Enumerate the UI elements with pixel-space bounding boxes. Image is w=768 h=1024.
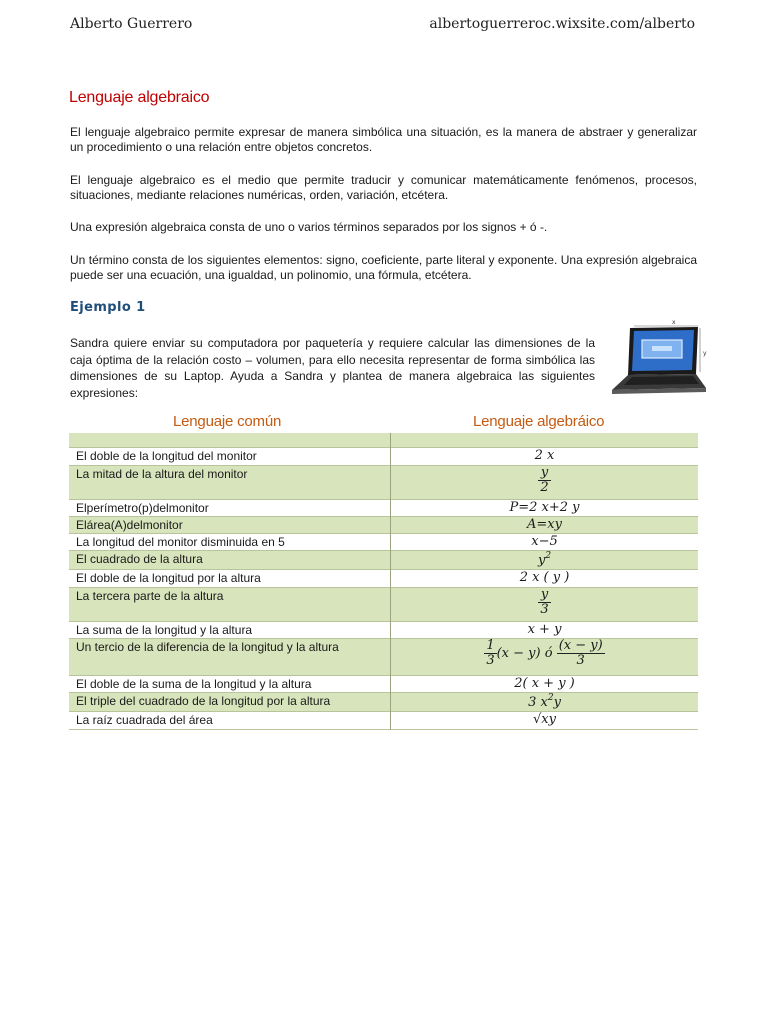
row-expr: $\frac{1}{3}$ (x − y) ó $\frac{(x - y)}{3}$ xyxy=(486,637,603,668)
table-row xyxy=(69,587,698,621)
row-common: La mitad de la altura del monitor xyxy=(69,465,391,499)
laptop-x-label: x xyxy=(672,319,676,326)
laptop-image xyxy=(606,318,710,396)
example-heading: Ejemplo 1 xyxy=(70,300,146,315)
row-common: Elperímetro(p)delmonitor xyxy=(69,499,391,516)
row-common: La raíz cuadrada del área xyxy=(69,711,391,729)
paragraph-4: Un término consta de los siguientes elementos: signo, coeficiente, parte literal y exponente. Una expresión algebraica puede ser una ecuación, una igualdad, un polinomio, una fórmula, etcétera. xyxy=(70,253,697,282)
row-expr: x−5 xyxy=(531,533,558,549)
table-row xyxy=(69,516,698,533)
laptop-y-label: y xyxy=(703,350,707,357)
paragraph-2: El lenguaje algebraico es el medio que permite traducir y comunicar matemáticamente fenómenos, procesos, situaciones, mediante relaciones numéricas, orden, variación, etcétera. xyxy=(70,173,697,202)
row-expr: $\frac{y}{3}$ xyxy=(540,586,549,617)
row-expr: 2 x ( y ) xyxy=(519,569,570,585)
table-row xyxy=(69,569,698,587)
author-name: Alberto Guerrero xyxy=(70,16,193,32)
row-common: El triple del cuadrado de la longitud por la altura xyxy=(69,692,391,711)
site-url[interactable]: albertoguerreroc.wixsite.com/alberto xyxy=(429,16,695,32)
page-header xyxy=(70,16,695,36)
table-row xyxy=(69,621,698,638)
col-algebraic-heading: Lenguaje algebráico xyxy=(473,413,605,430)
row-expr: √xy xyxy=(533,711,556,727)
col-common-heading: Lenguaje común xyxy=(173,413,282,430)
paragraph-3: Una expresión algebraica consta de uno o varios términos separados por los signos + ó -. xyxy=(70,220,548,234)
row-common: Un tercio de la diferencia de la longitud y la altura xyxy=(69,638,391,675)
row-expr: 2 x xyxy=(534,447,555,463)
example-text: Sandra quiere enviar su computadora por paquetería y requiere calcular las dimensiones de la caja óptima de la relación costo – volumen, para ello necesita representar de forma simbólica las dimensiones de su Laptop. Ayuda a Sandra y plantea de manera algebraica las siguientes expresiones: xyxy=(70,336,595,400)
paragraph-1: El lenguaje algebraico permite expresar de manera simbólica una situación, es la manera de abstraer y generalizar un procedimiento o una relación entre objetos concretos. xyxy=(70,125,697,154)
row-expr: P=2 x+2 y xyxy=(509,499,580,515)
table-row xyxy=(69,711,698,729)
expressions-table xyxy=(69,433,698,730)
row-common: La tercera parte de la altura xyxy=(69,587,391,621)
row-expr: 3 $x^2y$ xyxy=(528,692,561,710)
row-common: El doble de la longitud por la altura xyxy=(69,569,391,587)
table-row xyxy=(69,465,698,499)
row-expr: $\frac{y}{2}$ xyxy=(540,464,549,495)
table-row xyxy=(69,675,698,692)
table-row xyxy=(69,447,698,465)
table-row xyxy=(69,638,698,675)
row-expr: $y^2$ xyxy=(537,550,552,568)
table-row xyxy=(69,533,698,550)
row-expr: x + y xyxy=(527,621,562,637)
row-expr: A=xy xyxy=(527,516,562,532)
page-title: Lenguaje algebraico xyxy=(69,89,210,106)
row-common: La longitud del monitor disminuida en 5 xyxy=(69,533,391,550)
row-common: El cuadrado de la altura xyxy=(69,550,391,569)
table-row xyxy=(69,550,698,569)
table-spacer-row xyxy=(69,433,698,447)
row-expr: 2( x + y ) xyxy=(514,675,575,691)
row-common: El doble de la longitud del monitor xyxy=(69,447,391,465)
row-common: El doble de la suma de la longitud y la altura xyxy=(69,675,391,692)
table-row xyxy=(69,499,698,516)
row-common: Elárea(A)delmonitor xyxy=(69,516,391,533)
row-common: La suma de la longitud y la altura xyxy=(69,621,391,638)
table-row xyxy=(69,692,698,711)
